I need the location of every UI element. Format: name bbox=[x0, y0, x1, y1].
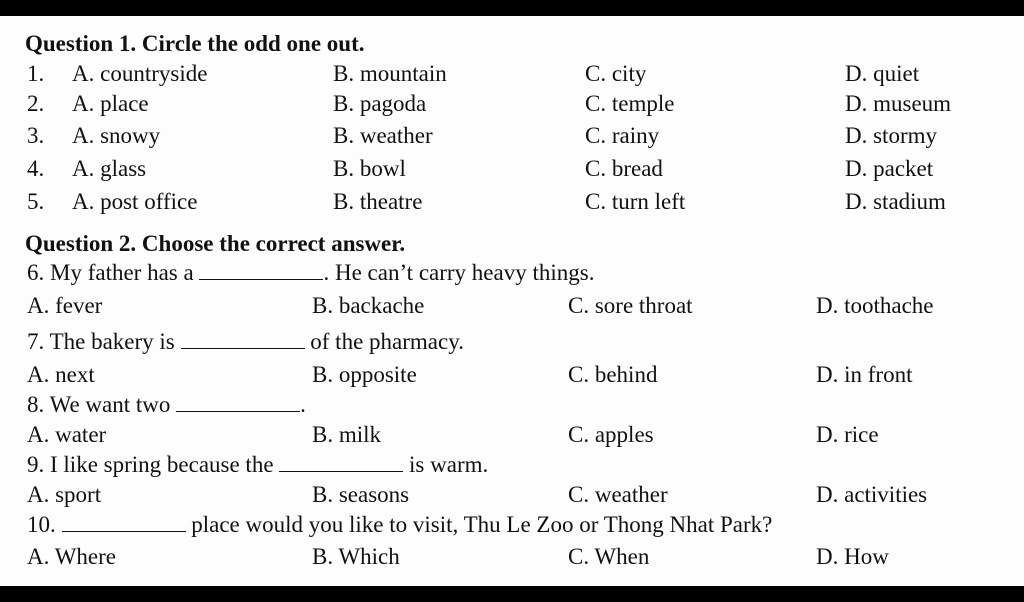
q1-option-c: C. temple bbox=[585, 91, 675, 116]
q2-item-6-stem bbox=[27, 260, 594, 286]
stem-before-blank: 6. My father has a bbox=[27, 260, 194, 285]
q1-option-d: D. stormy bbox=[845, 123, 937, 148]
question-1-title: Question 1. Circle the odd one out. bbox=[25, 31, 365, 56]
q1-option-a: A. place bbox=[72, 91, 149, 116]
q1-option-b: B. pagoda bbox=[333, 91, 427, 116]
stem-before-blank: 10. bbox=[27, 512, 56, 537]
worksheet-page bbox=[0, 16, 1024, 586]
q1-row-number: 4. bbox=[27, 156, 45, 181]
stem-after-blank: of the pharmacy. bbox=[310, 329, 464, 354]
q1-option-a: A. glass bbox=[72, 156, 147, 181]
q2-option-a: A. next bbox=[27, 362, 95, 387]
q2-option-a: A. water bbox=[27, 422, 107, 447]
q2-option-b: B. Which bbox=[312, 544, 400, 569]
answer-blank bbox=[62, 513, 186, 532]
q2-option-c: C. apples bbox=[568, 422, 654, 447]
q1-option-a: A. countryside bbox=[72, 61, 208, 86]
q1-option-b: B. bowl bbox=[333, 156, 406, 181]
q1-row-number: 5. bbox=[27, 189, 45, 214]
q1-option-b: B. weather bbox=[333, 123, 433, 148]
q2-item-9-stem bbox=[27, 452, 488, 478]
stem-after-blank: . bbox=[300, 392, 306, 417]
q1-row-number: 1. bbox=[27, 61, 45, 86]
stem-after-blank: is warm. bbox=[409, 452, 489, 477]
q1-option-b: B. mountain bbox=[333, 61, 447, 86]
q1-option-c: C. bread bbox=[585, 156, 663, 181]
answer-blank bbox=[176, 393, 300, 412]
q2-option-d: D. rice bbox=[816, 422, 879, 447]
q2-option-a: A. sport bbox=[27, 482, 102, 507]
stem-before-blank: 9. I like spring because the bbox=[27, 452, 274, 477]
stem-before-blank: 7. The bakery is bbox=[27, 329, 175, 354]
stem-after-blank: place would you like to visit, Thu Le Zoo or Thong Nhat Park? bbox=[191, 512, 773, 537]
q2-option-d: D. toothache bbox=[816, 293, 934, 318]
q1-option-b: B. theatre bbox=[333, 189, 423, 214]
q2-option-b: B. opposite bbox=[312, 362, 417, 387]
q1-option-c: C. city bbox=[585, 61, 647, 86]
stem-after-blank: . He can’t carry heavy things. bbox=[323, 260, 595, 285]
q2-option-c: C. When bbox=[568, 544, 650, 569]
q1-row-number: 2. bbox=[27, 91, 45, 116]
q1-option-d: D. museum bbox=[845, 91, 952, 116]
q1-row-number: 3. bbox=[27, 123, 45, 148]
q2-option-d: D. How bbox=[816, 544, 889, 569]
q2-option-c: C. sore throat bbox=[568, 293, 693, 318]
q2-option-b: B. seasons bbox=[312, 482, 410, 507]
stem-before-blank: 8. We want two bbox=[27, 392, 171, 417]
q1-option-c: C. turn left bbox=[585, 189, 686, 214]
answer-blank bbox=[199, 261, 323, 280]
q1-option-d: D. packet bbox=[845, 156, 934, 181]
q2-item-7-stem bbox=[27, 329, 464, 355]
question-2-title: Question 2. Choose the correct answer. bbox=[25, 231, 406, 256]
q1-option-d: D. quiet bbox=[845, 61, 920, 86]
q1-option-a: A. snowy bbox=[72, 123, 161, 148]
q2-option-c: C. weather bbox=[568, 482, 668, 507]
q2-option-d: D. in front bbox=[816, 362, 913, 387]
q1-option-d: D. stadium bbox=[845, 189, 946, 214]
q1-option-a: A. post office bbox=[72, 189, 198, 214]
q1-option-c: C. rainy bbox=[585, 123, 660, 148]
q2-option-b: B. backache bbox=[312, 293, 425, 318]
answer-blank bbox=[181, 330, 305, 349]
q2-option-a: A. fever bbox=[27, 293, 103, 318]
q2-item-8-stem bbox=[27, 392, 306, 418]
q2-option-b: B. milk bbox=[312, 422, 382, 447]
q2-option-d: D. activities bbox=[816, 482, 928, 507]
q2-option-a: A. Where bbox=[27, 544, 116, 569]
answer-blank bbox=[279, 453, 403, 472]
q2-item-10-stem bbox=[27, 512, 772, 538]
q2-option-c: C. behind bbox=[568, 362, 658, 387]
